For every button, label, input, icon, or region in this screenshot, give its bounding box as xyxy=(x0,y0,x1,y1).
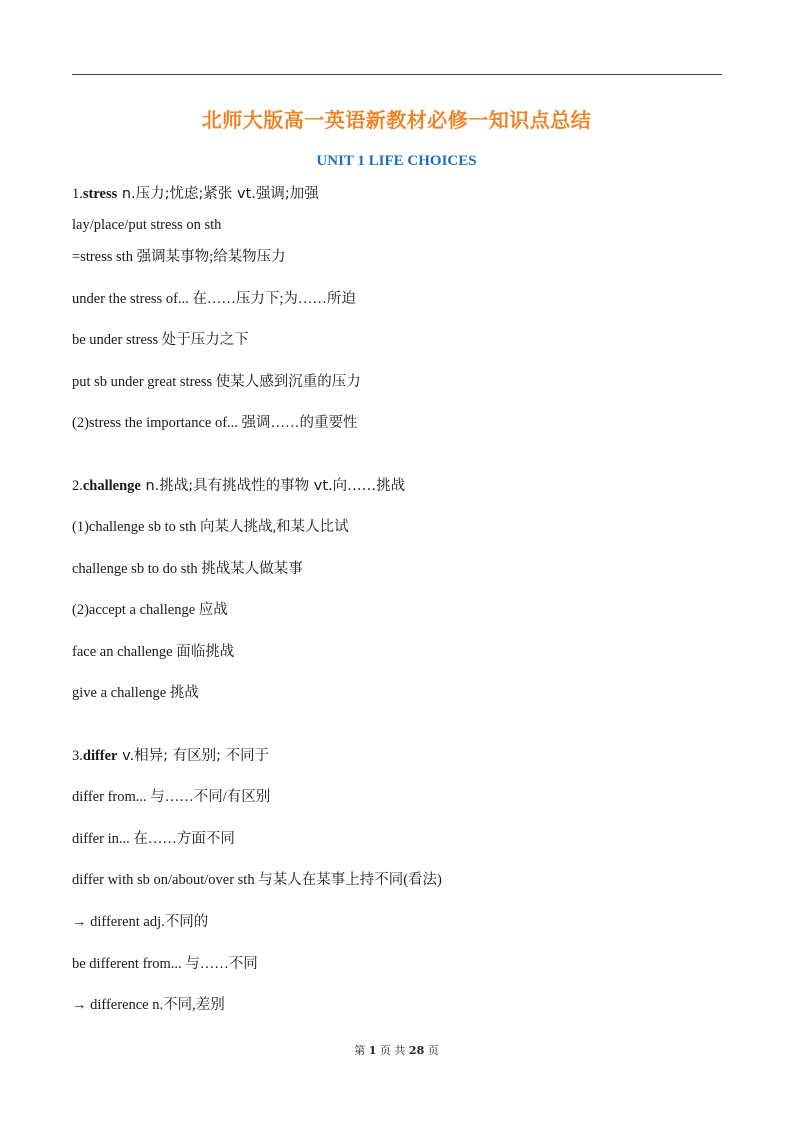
phrase-line: (2)accept a challenge 应战 xyxy=(72,602,228,618)
document-title: 北师大版高一英语新教材必修一知识点总结 xyxy=(201,108,592,132)
phrase-line: give a challenge 挑战 xyxy=(72,685,199,701)
phrase-line: put sb under great stress 使某人感到沉重的压力 xyxy=(72,374,361,390)
footer-suffix: 页 xyxy=(427,1044,439,1057)
footer-prefix: 第 xyxy=(354,1044,366,1057)
entry-definition: v.相异; 有区别; 不同于 xyxy=(117,748,270,764)
footer-total-pages: 28 xyxy=(408,1044,425,1057)
entry-heading-challenge xyxy=(72,476,405,496)
entry-number: 3. xyxy=(72,748,83,764)
entry-definition: n.压力;忧虑;紧张 vt.强调;加强 xyxy=(117,186,319,202)
header-rule xyxy=(72,74,722,75)
phrase-line: → different adj.不同的 xyxy=(72,914,209,930)
unit-heading: UNIT 1 LIFE CHOICES xyxy=(316,153,477,169)
phrase-line: face an challenge 面临挑战 xyxy=(72,644,235,660)
phrase-line: under the stress of... 在……压力下;为……所迫 xyxy=(72,291,356,307)
phrase-line: be under stress 处于压力之下 xyxy=(72,332,249,348)
phrase-line: differ with sb on/about/over sth 与某人在某事上持不同(看法) xyxy=(72,872,442,888)
entry-word: challenge xyxy=(82,478,141,494)
phrase-line: (2)stress the importance of... 强调……的重要性 xyxy=(72,415,358,431)
phrase-line: (1)challenge sb to sth 向某人挑战,和某人比试 xyxy=(72,519,349,535)
phrase-line: differ from... 与……不同/有区别 xyxy=(72,789,271,805)
entry-word: stress xyxy=(82,186,118,202)
phrase-line: → difference n.不同,差别 xyxy=(72,997,225,1013)
entry-number: 1. xyxy=(72,186,83,202)
entry-definition: n.挑战;具有挑战性的事物 vt.向……挑战 xyxy=(140,478,406,494)
page-footer xyxy=(0,1042,793,1058)
entry-number: 2. xyxy=(72,478,83,494)
phrase-line: lay/place/put stress on sth xyxy=(72,217,222,233)
phrase-line: =stress sth 强调某事物;给某物压力 xyxy=(72,249,286,265)
phrase-line: be different from... 与……不同 xyxy=(72,956,258,972)
phrase-line: challenge sb to do sth 挑战某人做某事 xyxy=(72,561,303,577)
phrase-line: differ in... 在……方面不同 xyxy=(72,831,235,847)
footer-mid: 页 共 xyxy=(379,1044,406,1057)
entry-word: differ xyxy=(82,748,118,764)
entry-heading-differ xyxy=(72,746,269,766)
footer-page-number: 1 xyxy=(368,1044,377,1057)
entry-heading-stress xyxy=(72,184,319,204)
